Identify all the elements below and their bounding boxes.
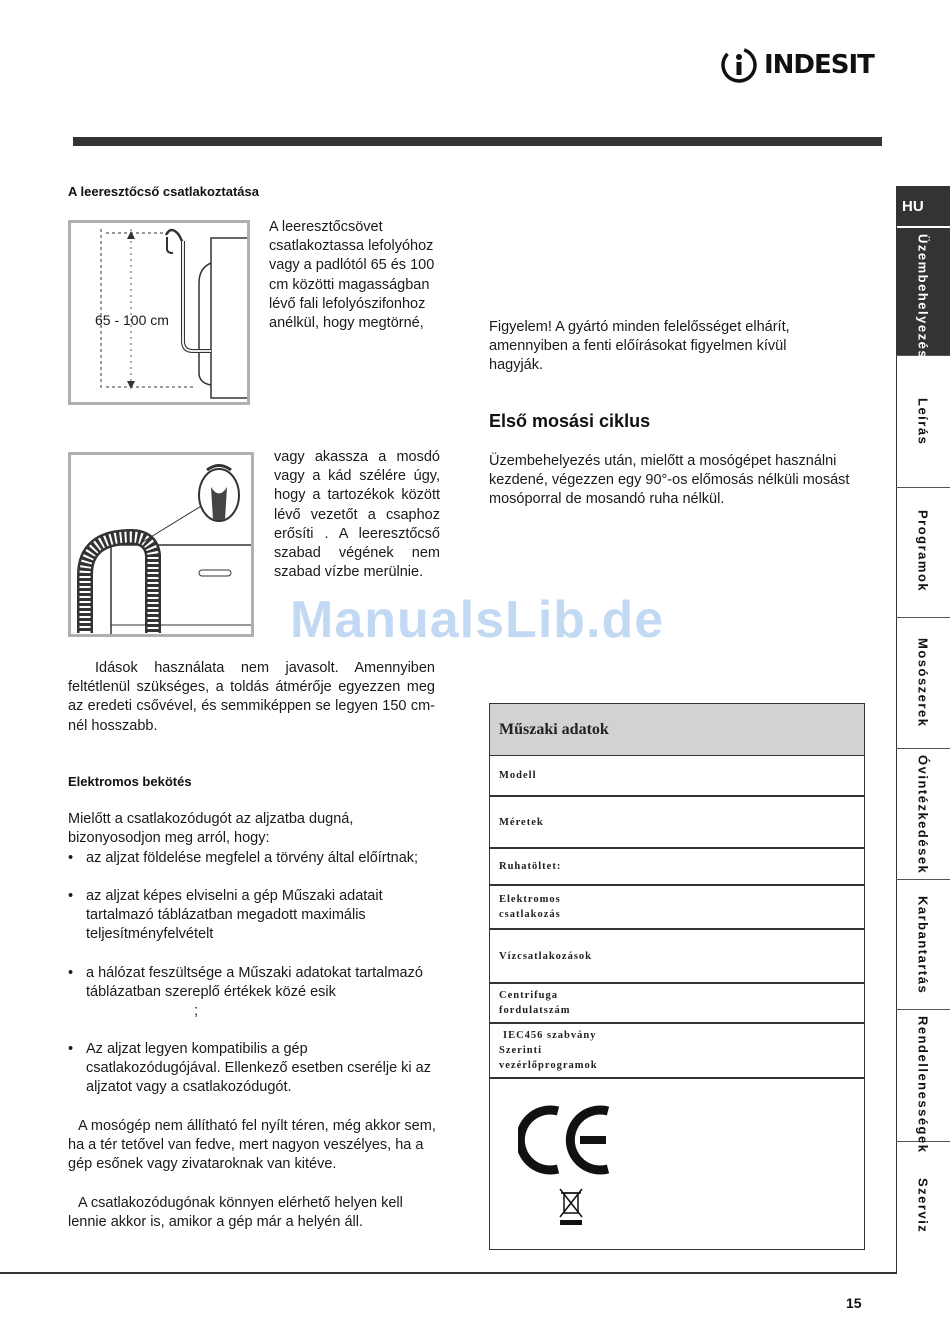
drain-paragraph-1: A leeresztőcsövet csatlakoztassa lefolyóhoz vagy a padlótól 65 és 100 cm közötti magasságban lévő fali lefolyószifonhoz anélkül, hogy megtörné,	[269, 219, 435, 332]
tab-label: Mosószerek	[915, 638, 931, 728]
spec-label-line-3: vezérlőprogramok	[499, 1060, 598, 1071]
sink-hose-illustration	[71, 455, 251, 634]
tab-description[interactable]	[896, 356, 950, 488]
drain-paragraph-3: Idások használata nem javasolt. Amennyiben feltétlenül szükséges, a toldás átmérője egyezzen meg az eredeti csővével, és semmiképpen se legyen 150 cm-nél hosszabb.	[68, 660, 435, 734]
electric-heading: Elektromos bekötés	[68, 774, 192, 789]
spec-label: Centrifuga	[499, 990, 558, 1001]
spec-row-capacity	[490, 849, 864, 886]
tab-label: Karbantartás	[915, 896, 931, 995]
spec-row-electric	[490, 886, 864, 930]
spec-label-line-2: fordulatszám	[499, 1005, 571, 1016]
brand-logo	[720, 45, 874, 85]
tab-label: Rendellenességek	[915, 1016, 931, 1154]
tab-label: Szerviz	[915, 1178, 931, 1234]
electric-intro: Mielőtt a csatlakozódugót az aljzatba dugná, bizonyosodjon meg arról, hogy:	[68, 811, 354, 847]
tab-programs[interactable]	[896, 488, 950, 618]
indesit-logo-icon	[720, 46, 758, 84]
spec-label: Elektromos	[499, 894, 561, 905]
tab-installation[interactable]	[896, 228, 950, 360]
watermark: ManualsLib.de	[290, 591, 665, 649]
spec-row-dimensions	[490, 797, 864, 849]
drain-sink-figure	[68, 452, 254, 637]
bullet-text: az aljzat földelése megfelel a törvény által előírtnak;	[86, 850, 419, 866]
drain-heading: A leeresztőcső csatlakoztatása	[68, 184, 260, 199]
height-range-label: 65 - 100 cm	[95, 312, 169, 328]
tab-service[interactable]	[896, 1142, 950, 1274]
first-wash-text: Üzembehelyezés után, mielőtt a mosógépet használni kezdené, végezzen egy 90°-os előmosás nélküli mosást mosóporral de mosandó ruha nélkül.	[489, 453, 850, 508]
specs-title: Műszaki adatok	[490, 704, 864, 756]
tab-detergents[interactable]	[896, 618, 950, 749]
tab-label: Leírás	[915, 398, 931, 446]
spec-label: Modell	[499, 770, 537, 781]
drain-paragraph-2: vagy akassza a mosdó vagy a kád szélére úgy, hogy a tartozékok között lévő vezetőt a csaphoz erősíti . A leeresztőcső szabad végének nem szabad vízbe merülnie.	[274, 449, 440, 581]
spec-label-line-2: Szerinti	[499, 1045, 542, 1056]
spec-row-spin	[490, 984, 864, 1024]
language-tab[interactable]: HU	[896, 186, 950, 226]
bullet-suffix: ;	[194, 1003, 199, 1020]
tab-troubleshooting[interactable]	[896, 1010, 950, 1154]
bullet-text: az aljzat képes elviselni a gép Műszaki adatait tartalmazó táblázatban megadott maximális teljesítményfelvételt	[86, 888, 383, 943]
spec-row-programs	[490, 1024, 864, 1079]
spec-row-water	[490, 930, 864, 984]
tab-precautions[interactable]	[896, 749, 950, 880]
logo-text: INDESIT	[764, 50, 874, 80]
specs-table	[489, 703, 865, 1250]
spec-certification-cell	[490, 1079, 864, 1249]
spec-label: Vízcsatlakozások	[499, 950, 592, 962]
electric-bullet-1: • az aljzat földelése megfelel a törvény által előírtnak;	[68, 849, 448, 868]
footer-divider	[0, 1272, 896, 1274]
electric-bullet-3: • a hálózat feszültsége a Műszaki adatokat tartalmazó táblázatban szereplő értékek közé esik ;	[68, 964, 448, 1022]
electric-bullet-2: • az aljzat képes elviselni a gép Műszaki adatait tartalmazó táblázatban megadott maximális teljesítményfelvételt	[68, 887, 448, 945]
ce-mark-icon	[518, 1105, 614, 1175]
electric-bullet-4: • Az aljzat legyen kompatibilis a gép csatlakozódugójával. Ellenkező esetben cserélje ki az aljzatot vagy a csatlakozódugót.	[68, 1040, 448, 1098]
outdoor-warning: A mosógép nem állítható fel nyílt téren, még akkor sem, ha a tér tetővel van fedve, mert nagyon veszélyes, ha a gép esőnek vagy zivataroknak van kitéve.	[68, 1118, 436, 1173]
spec-label-line-2: csatlakozás	[499, 909, 561, 920]
bullet-text: Az aljzat legyen kompatibilis a gép csatlakozódugójával. Ellenkező esetben cserélje ki az aljzatot vagy a csatlakozódugót.	[86, 1041, 431, 1096]
weee-bin-icon	[558, 1187, 584, 1227]
spec-row-model	[490, 756, 864, 797]
plug-access-note: A csatlakozódugónak könnyen elérhető helyen kell lennie akkor is, amikor a gép már a helyén áll.	[68, 1195, 403, 1231]
tab-label: Programok	[915, 510, 931, 593]
tab-label: Üzembehelyezés	[915, 234, 931, 360]
spec-label: Méretek	[499, 816, 544, 828]
spec-label: Ruhatöltet:	[499, 861, 562, 872]
header-divider	[73, 137, 882, 146]
liability-warning: Figyelem! A gyártó minden felelősséget elhárít, amennyiben a fenti előírásokat figyelmen kívül hagyják.	[489, 319, 790, 374]
bullet-text: a hálózat feszültsége a Műszaki adatokat tartalmazó táblázatban szereplő értékek közé esik	[86, 965, 423, 1001]
spec-label: IEC456 szabvány	[503, 1030, 597, 1041]
tab-label: Óvintézkedések	[915, 755, 931, 875]
first-wash-heading: Első mosási ciklus	[489, 411, 651, 431]
tab-maintenance[interactable]	[896, 880, 950, 1010]
page-number: 15	[846, 1295, 862, 1311]
